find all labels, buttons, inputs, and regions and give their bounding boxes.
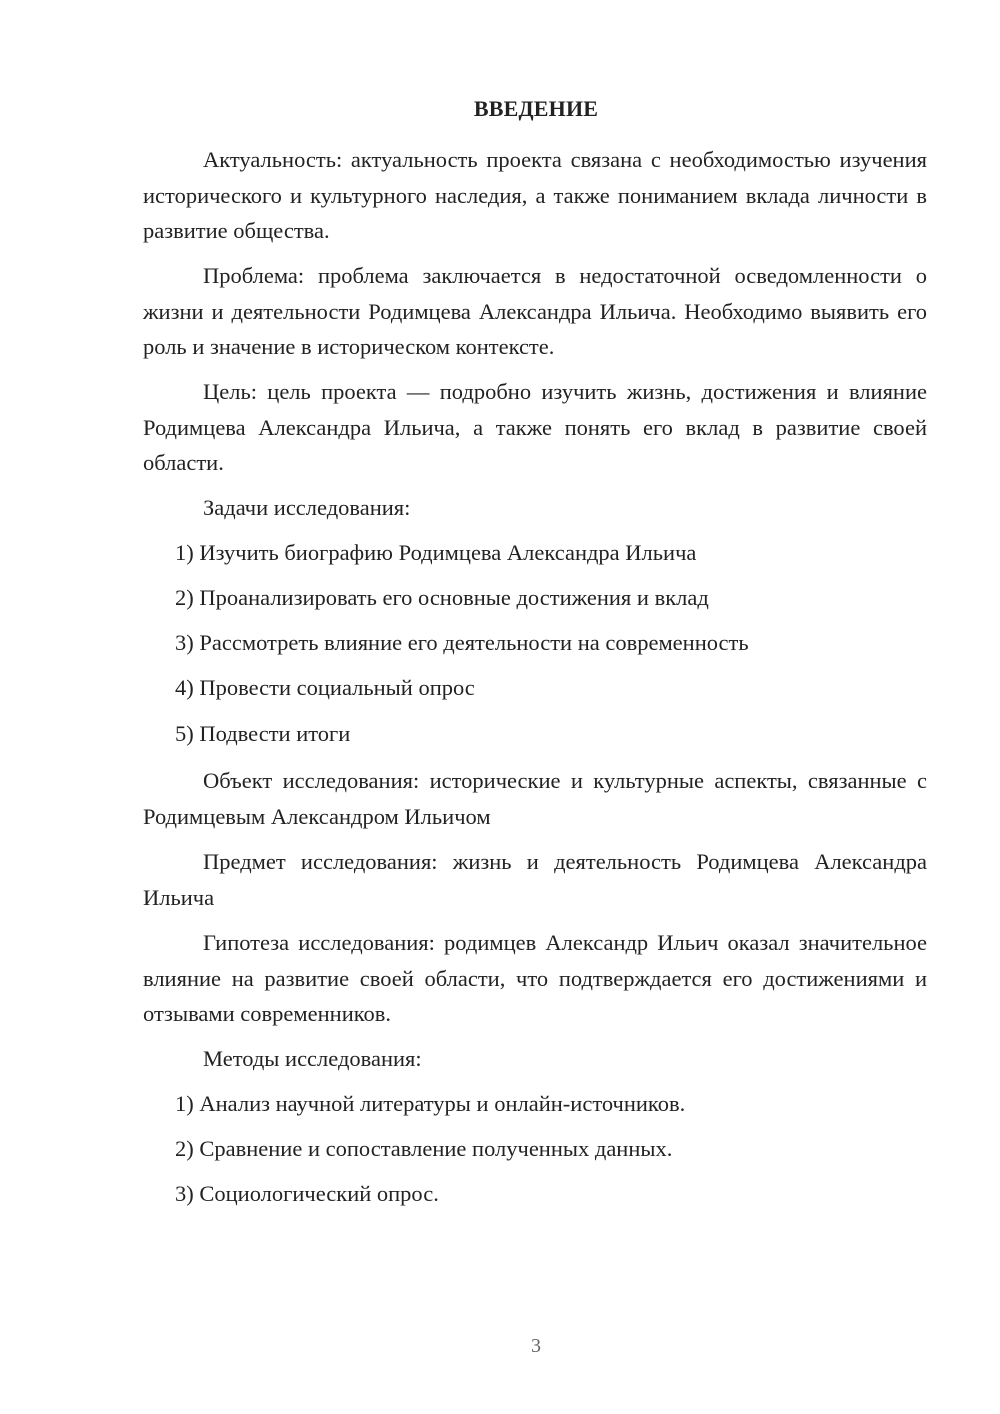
hypothesis-paragraph: Гипотеза исследования: родимцев Александр Ильич оказал значительное влияние на развитие своей области, что подтверждается его достижениями и отзывами современников. [143,930,927,1026]
task-item-4: 4) Провести социальный опрос [175,675,475,700]
task-item-3: 3) Рассмотреть влияние его деятельности на современность [175,630,749,655]
section-heading: ВВЕДЕНИЕ [473,96,599,121]
object-paragraph: Объект исследования: исторические и культурные аспекты, связанные с Родимцевым Александром Ильичом [143,768,927,829]
tasks-title: Задачи исследования: [203,495,411,520]
method-item-3: 3) Социологический опрос. [175,1181,439,1206]
method-item-2: 2) Сравнение и сопоставление полученных данных. [175,1136,673,1161]
method-item-1: 1) Анализ научной литературы и онлайн-источников. [175,1091,686,1116]
problem-paragraph: Проблема: проблема заключается в недостаточной осведомленности о жизни и деятельности Родимцева Александра Ильича. Необходимо выявить его роль и значение в историческом контексте. [143,263,927,359]
subject-paragraph: Предмет исследования: жизнь и деятельность Родимцева Александра Ильича [143,849,927,910]
page-number: 3 [531,1335,541,1357]
task-item-5: 5) Подвести итоги [175,721,351,746]
actuality-paragraph: Актуальность: актуальность проекта связана с необходимостью изучения исторического и культурного наследия, а также пониманием вклада личности в развитие общества. [143,147,927,243]
task-item-1: 1) Изучить биографию Родимцева Александра Ильича [175,540,697,565]
goal-paragraph: Цель: цель проекта — подробно изучить жизнь, достижения и влияние Родимцева Александра Ильича, а также понять его вклад в развитие своей области. [143,379,927,475]
task-item-2: 2) Проанализировать его основные достижения и вклад [175,585,709,610]
methods-title: Методы исследования: [203,1046,422,1071]
